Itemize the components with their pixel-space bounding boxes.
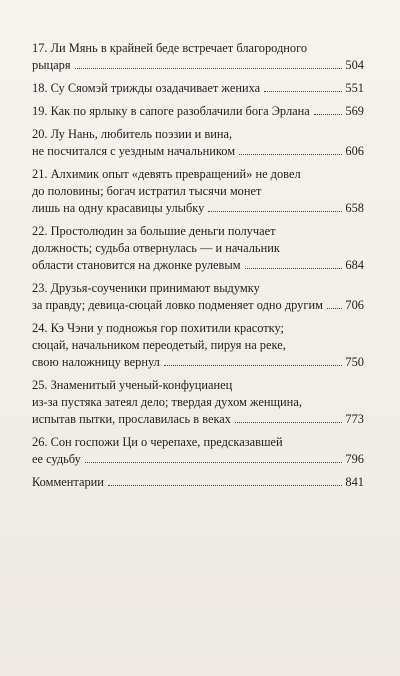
page-number: 796 <box>345 452 364 466</box>
dot-leader <box>327 308 342 309</box>
toc-entry-last-line <box>32 57 364 74</box>
toc-entry-line: 23. Друзья-соученики принимают выдумку <box>32 281 260 295</box>
page-number: 606 <box>345 144 364 158</box>
toc-entry-last-line <box>32 451 364 468</box>
toc-entry <box>32 320 364 371</box>
dot-leader <box>108 485 342 486</box>
toc-entry-title: испытав пытки, прославилась в веках <box>32 412 231 426</box>
toc-entry <box>32 223 364 274</box>
toc-entry-line: должность; судьба отвернулась — и начальник <box>32 241 280 255</box>
toc-entry-line: 22. Простолюдин за большие деньги получает <box>32 224 276 238</box>
toc-entry <box>32 280 364 314</box>
toc-entry-last-line <box>32 474 364 491</box>
page-number: 684 <box>345 258 364 272</box>
toc-entry-title: Комментарии <box>32 475 104 489</box>
toc-entry-title: лишь на одну красавицы улыбку <box>32 201 205 215</box>
toc-entry <box>32 80 364 97</box>
toc-entry-line: до половины; богач истратил тысячи монет <box>32 184 262 198</box>
toc-entry <box>32 377 364 428</box>
table-of-contents <box>32 40 364 497</box>
toc-entry-title: свою наложницу вернул <box>32 355 160 369</box>
toc-entry-line: 24. Кэ Чэни у подножья гор похитили красотку; <box>32 321 284 335</box>
toc-entry-last-line <box>32 297 364 314</box>
dot-leader <box>314 114 343 115</box>
toc-entry-title: за правду; девица-сюцай ловко подменяет одно другим <box>32 298 323 312</box>
toc-entry-line: 17. Ли Мянь в крайней беде встречает благородного <box>32 41 308 55</box>
toc-entry-last-line <box>32 80 364 97</box>
toc-entry-title: рыцаря <box>32 58 71 72</box>
toc-entry-title: не посчитался с уездным начальником <box>32 144 236 158</box>
toc-entry-line: 26. Сон госпожи Ци о черепахе, предсказавшей <box>32 435 283 449</box>
toc-entry-last-line <box>32 354 364 371</box>
page-number: 569 <box>345 104 364 118</box>
page-number: 706 <box>345 298 364 312</box>
toc-entry <box>32 434 364 468</box>
page-number: 504 <box>345 58 364 72</box>
toc-entry-last-line <box>32 411 364 428</box>
toc-entry-line: 21. Алхимик опыт «девять превращений» не довел <box>32 167 301 181</box>
toc-entry-title: ее судьбу <box>32 452 81 466</box>
page-number: 773 <box>345 412 364 426</box>
toc-entry-last-line <box>32 257 364 274</box>
page-number: 841 <box>345 475 364 489</box>
dot-leader <box>85 462 343 463</box>
dot-leader <box>245 268 343 269</box>
dot-leader <box>164 365 343 366</box>
dot-leader <box>264 91 342 92</box>
toc-entry-line: из-за пустяка затеял дело; твердая духом женщина, <box>32 395 302 409</box>
dot-leader <box>208 211 342 212</box>
toc-entry <box>32 126 364 160</box>
toc-entry-last-line <box>32 103 364 120</box>
dot-leader <box>239 154 342 155</box>
toc-entry-title: 19. Как по ярлыку в сапоге разоблачили бога Эрлана <box>32 104 310 118</box>
toc-entry <box>32 40 364 74</box>
toc-entry-line: сюцай, начальником переодетый, пируя на реке, <box>32 338 286 352</box>
toc-entry <box>32 103 364 120</box>
toc-entry-line: 25. Знаменитый ученый-конфуцианец <box>32 378 233 392</box>
page-number: 750 <box>345 355 364 369</box>
toc-entry-title: области становится на джонке рулевым <box>32 258 241 272</box>
toc-entry <box>32 474 364 491</box>
dot-leader <box>75 68 343 69</box>
dot-leader <box>235 422 342 423</box>
bleed-through-text <box>60 500 360 646</box>
toc-entry-last-line <box>32 143 364 160</box>
toc-entry-line: 20. Лу Нань, любитель поэзии и вина, <box>32 127 233 141</box>
page-number: 658 <box>345 201 364 215</box>
toc-entry <box>32 166 364 217</box>
toc-entry-title: 18. Су Сяомэй трижды озадачивает жениха <box>32 81 261 95</box>
toc-entry-last-line <box>32 200 364 217</box>
page-number: 551 <box>345 81 364 95</box>
